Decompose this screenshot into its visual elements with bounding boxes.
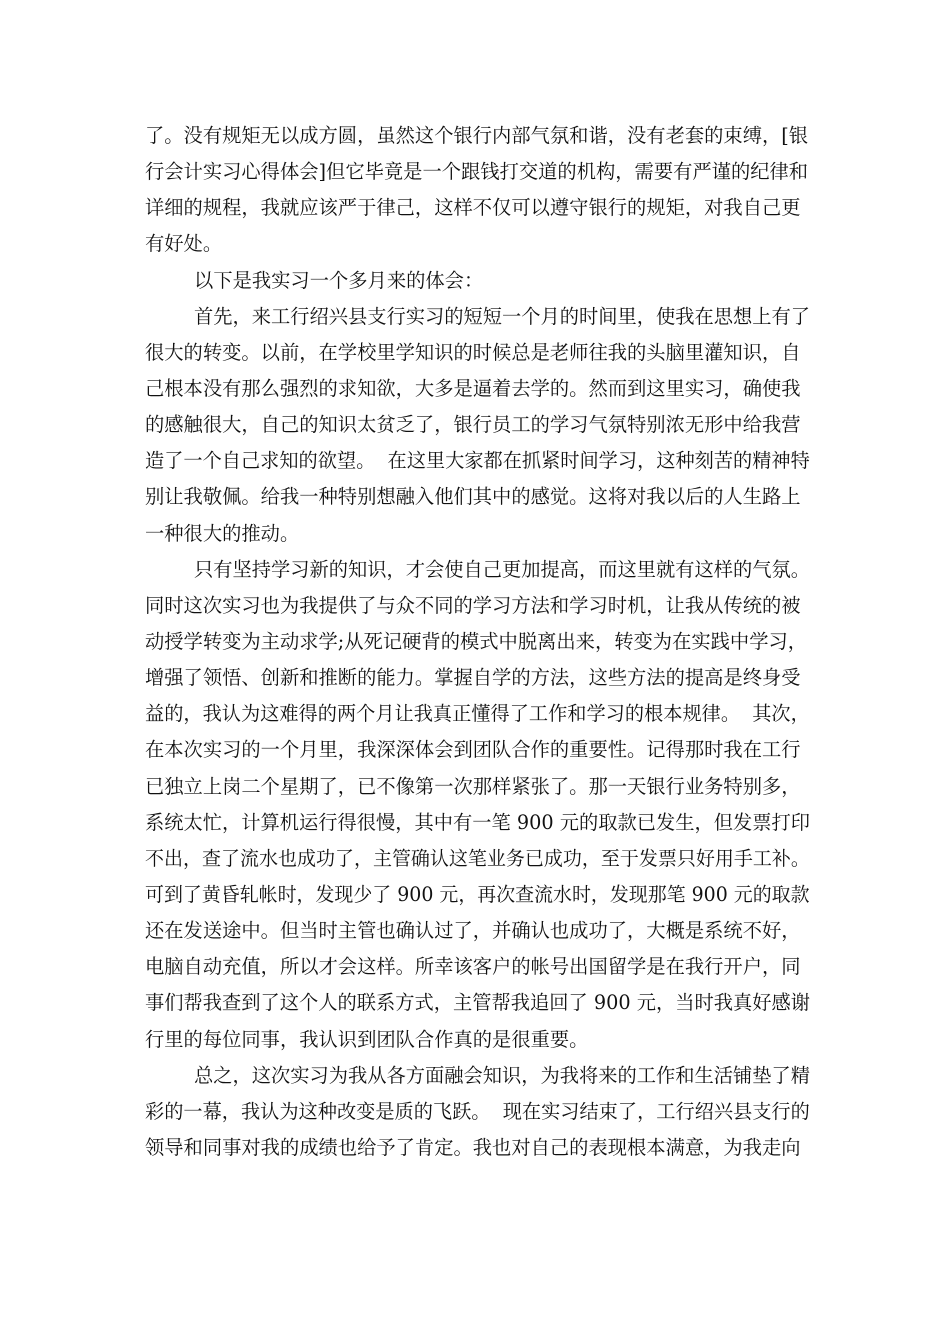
text-line: 在本次实习的一个月里，我深深体会到团队合作的重要性。记得那时我在工行 xyxy=(145,738,801,762)
text-line: 了。没有规矩无以成方圆，虽然这个银行内部气氛和谐，没有老套的束缚，[银 xyxy=(145,124,809,147)
text-line: 不出，查了流水也成功了，主管确认这笔业务已成功，至于发票只好用手工补。 xyxy=(145,846,810,870)
text-line: 很大的转变。以前，在学校里学知识的时候总是老师往我的头脑里灌知识，自 xyxy=(145,340,801,364)
text-line: 首先，来工行绍兴县支行实习的短短一个月的时间里，使我在思想上有了 xyxy=(145,304,811,328)
text-line: 系统太忙，计算机运行得很慢，其中有一笔 900 元的取款已发生，但发票打印 xyxy=(145,810,811,834)
text-line: 领导和同事对我的成绩也给予了肯定。我也对自己的表现根本满意，为我走向 xyxy=(145,1135,801,1159)
text-line: 的感触很大，自己的知识太贫乏了，银行员工的学习气氛特别浓无形中给我营 xyxy=(145,413,801,437)
text-line: 己根本没有那么强烈的求知欲，大多是逼着去学的。然而到这里实习，确使我 xyxy=(145,376,801,400)
text-line: 行里的每位同事，我认识到团队合作真的是很重要。 xyxy=(145,1027,589,1051)
text-line: 详细的规程，我就应该严于律己，这样不仅可以遵守银行的规矩，对我自己更 xyxy=(145,196,801,220)
text-line: 动授学转变为主动求学;从死记硬背的模式中脱离出来，转变为在实践中学习， xyxy=(145,629,808,653)
text-line: 只有坚持学习新的知识，才会使自己更加提高，而这里就有这样的气氛。 xyxy=(145,557,811,581)
text-line: 一种很大的推动。 xyxy=(145,521,300,545)
text-line: 可到了黄昏轧帐时，发现少了 900 元，再次查流水时，发现那笔 900 元的取款 xyxy=(145,882,810,906)
text-line: 行会计实习心得体会]但它毕竟是一个跟钱打交道的机构，需要有严谨的纪律和 xyxy=(145,160,809,184)
text-line: 事们帮我查到了这个人的联系方式，主管帮我追回了 900 元，当时我真好感谢 xyxy=(145,991,811,1015)
text-line: 造了一个自己求知的欲望。 在这里大家都在抓紧时间学习，这种刻苦的精神特 xyxy=(145,449,810,473)
text-line: 益的，我认为这难得的两个月让我真正懂得了工作和学习的根本规律。 其次， xyxy=(145,702,810,726)
text-line: 已独立上岗二个星期了，已不像第一次那样紧张了。那一天银行业务特别多， xyxy=(145,774,801,798)
text-line: 总之，这次实习为我从各方面融会知识，为我将来的工作和生活铺垫了精 xyxy=(145,1063,811,1087)
text-line: 有好处。 xyxy=(145,232,223,256)
text-line: 别让我敬佩。给我一种特别想融入他们其中的感觉。这将对我以后的人生路上 xyxy=(145,485,801,509)
text-line: 同时这次实习也为我提供了与众不同的学习方法和学习时机，让我从传统的被 xyxy=(145,593,801,617)
text-line: 电脑自动充值，所以才会这样。所幸该客户的帐号出国留学是在我行开户，同 xyxy=(145,955,801,979)
text-line: 彩的一幕，我认为这种改变是质的飞跃。 现在实习结束了，工行绍兴县支行的 xyxy=(145,1099,810,1123)
text-line: 还在发送途中。但当时主管也确认过了，并确认也成功了，大概是系统不好， xyxy=(145,919,801,943)
text-line: 增强了领悟、创新和推断的能力。掌握自学的方法，这些方法的提高是终身受 xyxy=(145,666,801,690)
document-body xyxy=(145,118,810,1166)
text-line: 以下是我实习一个多月来的体会： xyxy=(145,268,484,292)
